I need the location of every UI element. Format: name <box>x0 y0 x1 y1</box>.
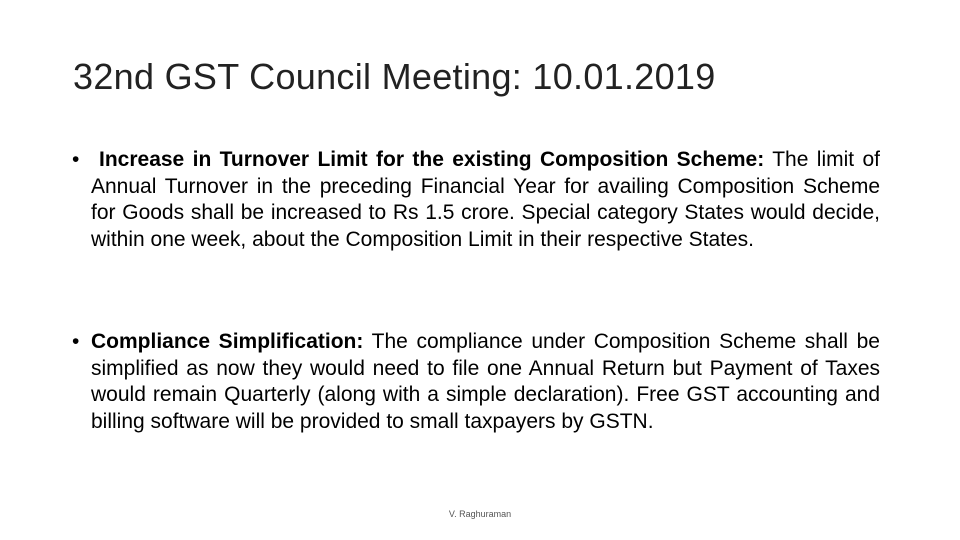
footer-author: V. Raghuraman <box>448 509 512 519</box>
bullet-body: The compliance under Composition Scheme shall be simplified as now they would need to file one Annual Return but Payment of Taxes would remain Quarterly (along with a simple declaration). Free GST accounting and billing software will be provided to small taxpayers by GSTN. <box>91 330 880 433</box>
slide-title: 32nd GST Council Meeting: 10.01.2019 <box>73 56 716 97</box>
bullet-marker: • <box>72 330 80 353</box>
bullet-heading: Increase in Turnover Limit for the existing Composition Scheme: <box>99 148 765 171</box>
bullet-text <box>91 329 880 435</box>
bullet-turnover-limit <box>72 147 880 253</box>
bullet-text <box>91 147 880 253</box>
bullet-compliance-simplification <box>72 329 880 435</box>
bullet-marker: • <box>72 148 80 171</box>
bullet-body: The limit of Annual Turnover in the preceding Financial Year for availing Composition Scheme for Goods shall be increased to Rs 1.5 crore. Special category States would decide, within one week, about the Composition Limit in their respective States. <box>91 148 880 251</box>
bullet-heading: Compliance Simplification: <box>91 330 364 353</box>
